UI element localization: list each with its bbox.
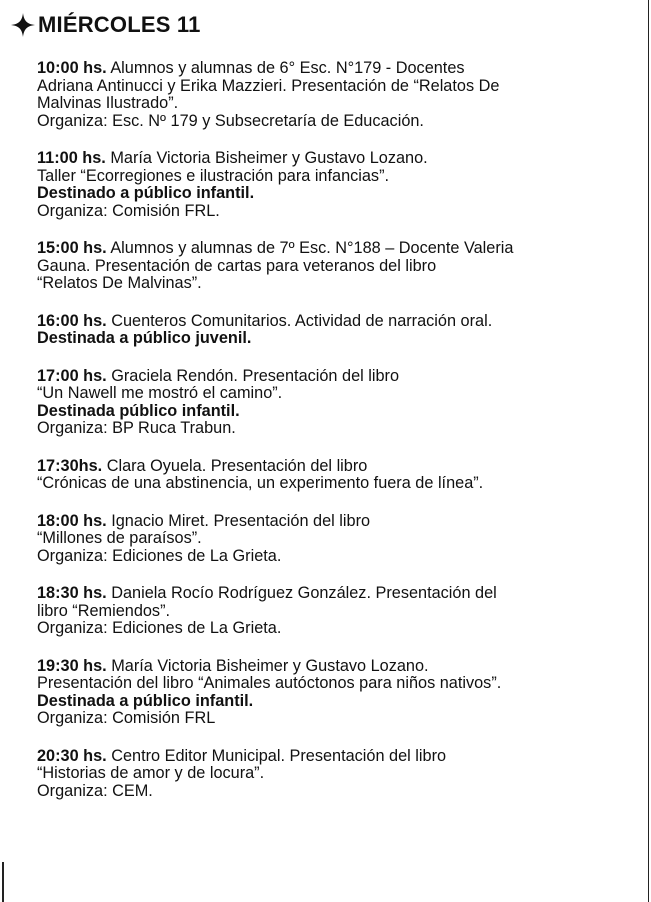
event-text-line xyxy=(37,113,637,131)
event-first-line xyxy=(37,150,637,168)
event-text: Destinada a público juvenil. xyxy=(37,329,252,347)
event-first-line xyxy=(37,368,637,386)
event-text: Adriana Antinucci y Erika Mazzieri. Presentación de “Relatos De xyxy=(37,76,500,95)
event-text-line xyxy=(37,603,637,621)
event-list xyxy=(37,60,637,820)
event-item xyxy=(37,748,637,801)
event-audience xyxy=(37,185,637,203)
event-item xyxy=(37,313,637,348)
event-text-line xyxy=(37,78,637,96)
event-first-line xyxy=(37,60,637,78)
event-text-line xyxy=(37,275,637,293)
event-text: Organiza: Comisión FRL xyxy=(37,709,216,727)
event-text-line xyxy=(37,765,637,783)
event-time: 20:30 hs. xyxy=(37,746,107,765)
event-text-line xyxy=(37,258,637,276)
event-text: “Relatos De Malvinas”. xyxy=(37,274,202,292)
event-text: Destinado a público infantil. xyxy=(37,184,255,202)
event-text: María Victoria Bisheimer y Gustavo Lozano. xyxy=(106,656,429,675)
event-text-line xyxy=(37,203,637,221)
event-text-line xyxy=(37,710,637,728)
event-time: 18:00 hs. xyxy=(37,511,107,530)
event-item xyxy=(37,60,637,130)
event-time: 11:00 hs. xyxy=(37,149,106,167)
event-text: Organiza: Ediciones de La Grieta. xyxy=(37,619,282,637)
event-item xyxy=(37,150,637,220)
event-item xyxy=(37,585,637,638)
event-text-line xyxy=(37,530,637,548)
event-text: “Crónicas de una abstinencia, un experimento fuera de línea”. xyxy=(37,474,484,492)
event-text-line xyxy=(37,548,637,566)
event-text: Taller “Ecorregiones e ilustración para infancias”. xyxy=(37,166,390,185)
event-time: 10:00 hs. xyxy=(37,59,107,77)
event-item xyxy=(37,240,637,293)
event-time: 19:30 hs. xyxy=(37,656,107,675)
event-first-line xyxy=(37,240,637,258)
left-border-line xyxy=(2,862,4,902)
event-text: Gauna. Presentación de cartas para veteranos del libro xyxy=(37,256,437,275)
event-text: Destinada a público infantil. xyxy=(37,691,254,710)
event-text: Alumnos y alumnas de 7º Esc. N°188 – Docente Valeria xyxy=(106,239,514,257)
event-time: 15:00 hs. xyxy=(37,239,107,257)
event-item xyxy=(37,513,637,566)
event-audience xyxy=(37,693,637,711)
event-text: Organiza: BP Ruca Trabun. xyxy=(37,419,236,437)
event-text: Cuenteros Comunitarios. Actividad de narración oral. xyxy=(106,311,493,330)
event-first-line xyxy=(37,585,637,603)
day-title: MIÉRCOLES 11 xyxy=(38,12,201,37)
event-text: Centro Editor Municipal. Presentación del libro xyxy=(106,746,447,765)
event-audience xyxy=(37,330,637,348)
event-text: libro “Remiendos”. xyxy=(37,601,171,620)
event-text: Organiza: Esc. Nº 179 y Subsecretaría de Educación. xyxy=(37,111,424,130)
event-time: 16:00 hs. xyxy=(37,311,107,330)
event-text: “Un Nawell me mostró el camino”. xyxy=(37,384,283,402)
event-text: Destinada público infantil. xyxy=(37,401,240,420)
event-text: Graciela Rendón. Presentación del libro xyxy=(106,366,400,385)
event-first-line xyxy=(37,513,637,531)
event-text: “Historias de amor y de locura”. xyxy=(37,764,265,782)
event-text: Organiza: CEM. xyxy=(37,781,153,800)
event-text-line xyxy=(37,620,637,638)
event-text: Organiza: Ediciones de La Grieta. xyxy=(37,546,282,565)
event-text-line xyxy=(37,783,637,801)
event-time: 17:30hs. xyxy=(37,456,103,475)
event-text: Alumnos y alumnas de 6° Esc. N°179 - Docentes xyxy=(106,59,465,77)
event-text-line xyxy=(37,675,637,693)
event-item xyxy=(37,458,637,493)
event-text: Organiza: Comisión FRL. xyxy=(37,201,220,220)
event-text-line xyxy=(37,420,637,438)
right-border-line xyxy=(648,0,650,902)
event-text: Ignacio Miret. Presentación del libro xyxy=(106,511,371,530)
event-text: Presentación del libro “Animales autóctonos para niños nativos”. xyxy=(37,674,502,692)
event-text: Daniela Rocío Rodríguez González. Presentación del xyxy=(106,584,497,602)
event-text: Clara Oyuela. Presentación del libro xyxy=(102,456,368,475)
event-text: María Victoria Bisheimer y Gustavo Lozano. xyxy=(105,149,428,167)
event-item xyxy=(37,658,637,728)
event-time: 18:30 hs. xyxy=(37,584,107,602)
event-first-line xyxy=(37,458,637,476)
event-text: “Millones de paraísos”. xyxy=(37,529,202,547)
event-text-line xyxy=(37,475,637,493)
event-first-line xyxy=(37,313,637,331)
day-heading xyxy=(10,12,201,38)
event-text: Malvinas Ilustrado”. xyxy=(37,94,179,112)
event-first-line xyxy=(37,658,637,676)
event-audience xyxy=(37,403,637,421)
star-icon xyxy=(10,12,36,38)
event-text-line xyxy=(37,385,637,403)
event-text-line xyxy=(37,168,637,186)
event-time: 17:00 hs. xyxy=(37,366,107,385)
event-first-line xyxy=(37,748,637,766)
event-item xyxy=(37,368,637,438)
event-text-line xyxy=(37,95,637,113)
